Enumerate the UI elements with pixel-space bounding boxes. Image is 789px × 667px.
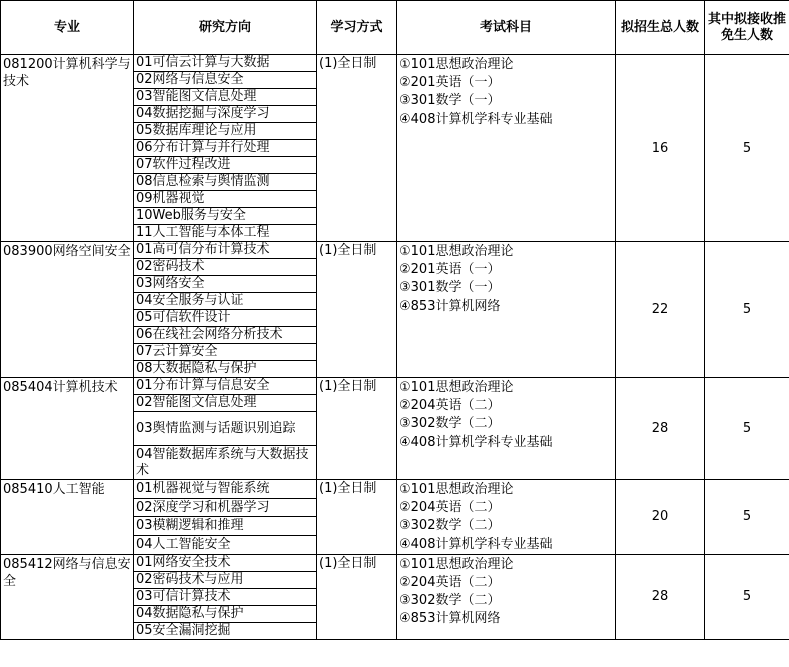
- direction-cell: 01网络安全技术: [134, 554, 317, 571]
- direction-cell: 03舆情监测与话题识别追踪: [134, 412, 317, 446]
- study-mode: (1)全日制: [317, 242, 397, 378]
- table-row: [1, 554, 789, 571]
- major-name: 085404计算机技术: [1, 378, 134, 480]
- subject-line: ④408计算机学科专业基础: [399, 536, 553, 552]
- direction-cell: 04智能数据库系统与大数据技术: [134, 446, 317, 480]
- study-mode: (1)全日制: [317, 480, 397, 555]
- direction-cell: 04数据隐私与保护: [134, 605, 317, 622]
- direction-cell: 10Web服务与安全: [134, 208, 317, 225]
- direction-cell: 11人工智能与本体工程: [134, 225, 317, 242]
- subject-line: ③301数学（一）: [399, 93, 501, 109]
- direction-cell: 05可信软件设计: [134, 310, 317, 327]
- subject-line: ①101思想政治理论: [399, 380, 514, 395]
- subject-line: ③302数学（二）: [399, 416, 501, 432]
- direction-cell: 01可信云计算与大数据: [134, 55, 317, 72]
- header-total: 拟招生总人数: [616, 1, 705, 55]
- header-mode: 学习方式: [317, 1, 397, 55]
- direction-cell: 04数据挖掘与深度学习: [134, 106, 317, 123]
- direction-cell: 01机器视觉与智能系统: [134, 480, 317, 499]
- total-quota: 28: [616, 554, 705, 639]
- header-major: 专业: [1, 1, 134, 55]
- subject-line: ④853计算机网络: [399, 611, 501, 627]
- direction-cell: 01高可信分布计算技术: [134, 242, 317, 259]
- subject-line: ③301数学（一）: [399, 280, 501, 296]
- major-name: 085410人工智能: [1, 480, 134, 555]
- exempt-quota: 5: [705, 378, 789, 480]
- direction-cell: 09机器视觉: [134, 191, 317, 208]
- study-mode: (1)全日制: [317, 55, 397, 242]
- major-name: 083900网络空间安全: [1, 242, 134, 378]
- direction-cell: 03可信计算技术: [134, 588, 317, 605]
- subject-line: ②204英语（二）: [399, 500, 501, 516]
- exam-subjects: [397, 242, 616, 378]
- table-row: [1, 55, 789, 72]
- exempt-quota: 5: [705, 480, 789, 555]
- total-quota: 28: [616, 378, 705, 480]
- direction-cell: 01分布计算与信息安全: [134, 378, 317, 395]
- major-name: 085412网络与信息安全: [1, 554, 134, 639]
- exam-subjects: [397, 378, 616, 480]
- direction-cell: 04安全服务与认证: [134, 293, 317, 310]
- exempt-quota: 5: [705, 242, 789, 378]
- subject-line: ④408计算机学科专业基础: [399, 111, 553, 127]
- table-row: [1, 480, 789, 499]
- subject-line: ④853计算机网络: [399, 298, 501, 314]
- direction-cell: 07软件过程改进: [134, 157, 317, 174]
- exempt-quota: 5: [705, 554, 789, 639]
- subject-line: ①101思想政治理论: [399, 556, 514, 572]
- direction-cell: 07云计算安全: [134, 344, 317, 361]
- exam-subjects: [397, 554, 616, 639]
- header-direction: 研究方向: [134, 1, 317, 55]
- direction-cell: 08信息检索与舆情监测: [134, 174, 317, 191]
- direction-cell: 04人工智能安全: [134, 536, 317, 555]
- subject-line: ②204英语（二）: [399, 398, 501, 414]
- subject-line: ②201英语（一）: [399, 262, 501, 278]
- study-mode: (1)全日制: [317, 554, 397, 639]
- direction-cell: 06在线社会网络分析技术: [134, 327, 317, 344]
- subject-line: ③302数学（二）: [399, 593, 501, 609]
- exam-subjects: [397, 480, 616, 555]
- subject-line: ④408计算机学科专业基础: [399, 434, 553, 450]
- direction-cell: 03模糊逻辑和推理: [134, 517, 317, 536]
- direction-cell: 02密码技术与应用: [134, 571, 317, 588]
- direction-cell: 02深度学习和机器学习: [134, 498, 317, 517]
- total-quota: 20: [616, 480, 705, 555]
- table-row: [1, 242, 789, 259]
- total-quota: 22: [616, 242, 705, 378]
- table-row: [1, 378, 789, 395]
- study-mode: (1)全日制: [317, 378, 397, 480]
- subject-line: ①101思想政治理论: [399, 482, 514, 497]
- subject-line: ③302数学（二）: [399, 518, 501, 534]
- direction-cell: 02网络与信息安全: [134, 72, 317, 89]
- total-quota: 16: [616, 55, 705, 242]
- major-name: 081200计算机科学与技术: [1, 55, 134, 242]
- direction-cell: 03智能图文信息处理: [134, 89, 317, 106]
- direction-cell: 05数据库理论与应用: [134, 123, 317, 140]
- direction-cell: 08大数据隐私与保护: [134, 361, 317, 378]
- direction-cell: 06分布计算与并行处理: [134, 140, 317, 157]
- subject-line: ②201英语（一）: [399, 75, 501, 91]
- header-subjects: 考试科目: [397, 1, 616, 55]
- exam-subjects: [397, 55, 616, 242]
- header-row: [1, 1, 789, 55]
- subject-line: ②204英语（二）: [399, 575, 501, 591]
- direction-cell: 02智能图文信息处理: [134, 395, 317, 412]
- direction-cell: 03网络安全: [134, 276, 317, 293]
- subject-line: ①101思想政治理论: [399, 244, 514, 259]
- subject-line: ①101思想政治理论: [399, 57, 514, 72]
- exempt-quota: 5: [705, 55, 789, 242]
- direction-cell: 02密码技术: [134, 259, 317, 276]
- direction-cell: 05安全漏洞挖掘: [134, 622, 317, 639]
- header-exempt: 其中拟接收推免生人数: [705, 1, 789, 55]
